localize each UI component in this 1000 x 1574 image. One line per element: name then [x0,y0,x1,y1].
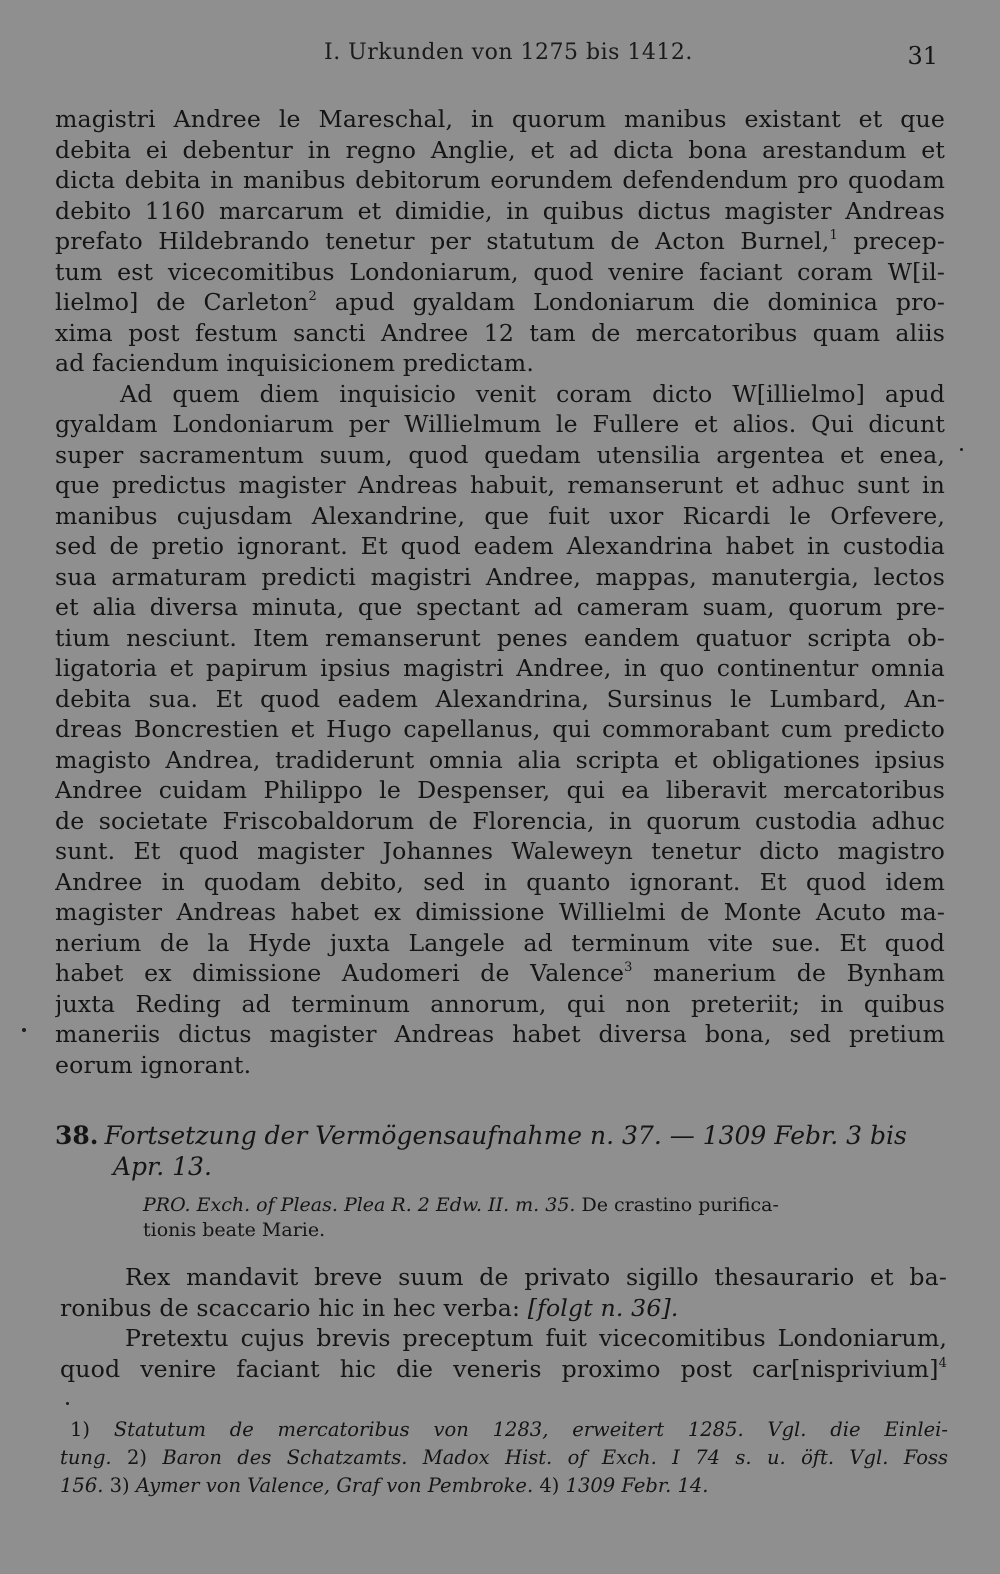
text-line: debita sua. Et quod eadem Alexandrina, Sursinus le Lumbard, An- [55,684,945,713]
entry-source [143,1193,947,1243]
footnote-ref: 3 [624,960,633,975]
text-line: Andree in quodam debito, sed in quanto ignorant. Et quod idem [55,867,945,896]
text-line: Rex mandavit breve suum de privato sigillo thesaurario et ba- [125,1263,947,1291]
text-line: Ad quem diem inquisicio venit coram dicto W[illielmo] apud [120,379,945,408]
footnotes [60,1416,948,1500]
text-line: ligatoria et papirum ipsius magistri Andree, in quo continentur omnia [55,654,945,682]
text-line: debita ei debentur in regno Anglie, et ad dicta bona arestandum et [55,135,945,164]
text-line: lielmo] de Carleton$^2$ apud gyaldam Londoniarum die dominica pro- [55,288,945,316]
text-line: xima post festum sancti Andree 12 tam de mercatoribus quam aliis [55,318,945,347]
print-speck [66,1402,69,1405]
footnote-line: tung. 2) Baron des Schatzamts. Madox Hist. of Exch. I 74 s. u. öft. Vgl. Foss [60,1446,948,1469]
text-line: que predictus magister Andreas habuit, remanserunt et adhuc sunt in [55,471,945,499]
footnote-line: 1) Statutum de mercatoribus von 1283, erweitert 1285. Vgl. die Einlei- [70,1418,948,1441]
text-line: manibus cujusdam Alexandrine, que fuit uxor Ricardi le Orfevere, [55,501,945,530]
text-line: maneriis dictus magister Andreas habet diversa bona, sed pretium [55,1020,945,1048]
entry-number: 38. [55,1121,99,1150]
text-line: habet ex dimissione Audomeri de Valence$^3$ manerium de Bynham [55,959,945,987]
running-head: I. Urkunden von 1275 bis 1412. [324,40,693,65]
page-header [0,40,1000,80]
text-line: magistri Andree le Mareschal, in quorum manibus existant et que [55,105,945,133]
text-line: juxta Reding ad terminum annorum, qui non preteriit; in quibus [55,989,945,1018]
text-line: sed de pretio ignorant. Et quod eadem Alexandrina habet in custodia [55,532,945,560]
footnote-line: 156. 3) Aymer von Valence, Graf von Pembroke. 4) 1309 Febr. 14. [60,1474,709,1497]
text-line: gyaldam Londoniarum per Willielmum le Fullere et alios. Qui dicunt [55,410,945,438]
footnote-ref: 1 [829,228,838,243]
text-line: dicta debita in manibus debitorum eorundem defendendum pro quodam [55,166,945,194]
entry-text [60,1262,947,1384]
source-line: PRO. Exch. of Pleas. Plea R. 2 Edw. II. m. 35. De crastino purifica- [143,1194,779,1216]
text-line: de societate Friscobaldorum de Florencia, in quorum custodia adhuc [55,806,945,835]
text-line: prefato Hildebrando tenetur per statutum de Acton Burnel,$^1$ precep- [55,227,945,255]
text-line: magister Andreas habet ex dimissione Willielmi de Monte Acuto ma- [55,898,945,926]
text-line: ronibus de scaccario hic in hec verba: [folgt n. 36]. [60,1293,679,1322]
text-line: nerium de la Hyde juxta Langele ad terminum vite sue. Et quod [55,928,945,957]
text-line: debito 1160 marcarum et dimidie, in quibus dictus magister Andreas [55,196,945,225]
text-line: et alia diversa minuta, que spectant ad cameram suam, quorum pre- [55,593,945,621]
main-text [55,104,945,1080]
footnote-ref: 4 [938,1355,947,1371]
text-line: Andree cuidam Philippo le Despenser, qui ea liberavit mercatoribus [55,776,945,804]
text-line: magisto Andrea, tradiderunt omnia alia scripta et obligationes ipsius [55,745,945,774]
text-line: eorum ignorant. [55,1050,252,1079]
entry-title-line: Apr. 13. [113,1152,212,1181]
source-line: tionis beate Marie. [143,1219,326,1241]
text-line: Pretextu cujus brevis preceptum fuit vicecomitibus Londoniarum, [125,1324,947,1352]
entry-title-line [55,1120,945,1151]
footnote-ref: 2 [308,289,317,304]
text-line: tium nesciunt. Item remanserunt penes eandem quatuor scripta ob- [55,623,945,652]
print-speck [960,448,963,451]
text-line: super sacramentum suum, quod quedam utensilia argentea et enea, [55,440,945,469]
print-speck [22,1028,26,1032]
entry-title: Fortsetzung der Vermögensaufnahme n. 37. — 1309 Febr. 3 bis [104,1121,907,1150]
text-line: ad faciendum inquisicionem predictam. [55,349,534,377]
text-line: quod venire faciant hic die veneris proximo post car[nisprivium]$^4$ [60,1354,947,1383]
text-line: sunt. Et quod magister Johannes Waleweyn tenetur dicto magistro [55,837,945,865]
text-line: tum est vicecomitibus Londoniarum, quod venire faciant coram W[il- [55,257,945,286]
text-line: sua armaturam predicti magistri Andree, mappas, manutergia, lectos [55,562,945,591]
entry-heading [55,1120,945,1182]
text-line: dreas Boncrestien et Hugo capellanus, qui commorabant cum predicto [55,715,945,743]
page-number: 31 [907,42,938,70]
